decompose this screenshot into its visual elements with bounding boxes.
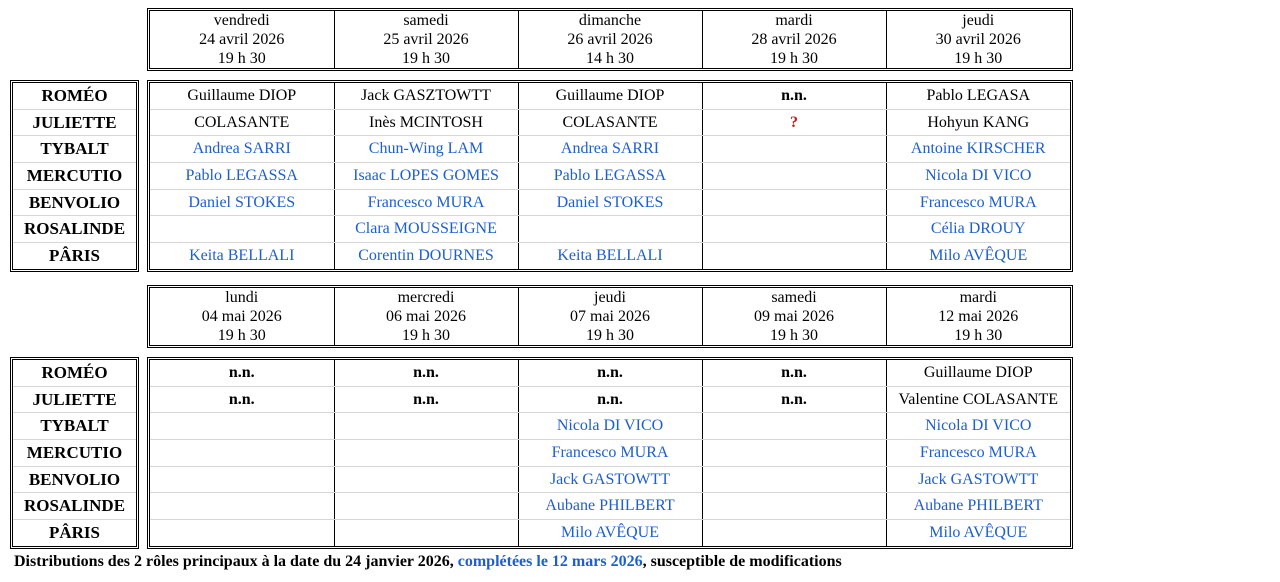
performance-date: 24 avril 2026 xyxy=(199,31,285,48)
cast-cell: n.n. xyxy=(518,360,702,386)
cast-cell: Nicola DI VICO xyxy=(518,413,702,440)
performance-date-cell xyxy=(150,11,334,68)
performance-time: 19 h 30 xyxy=(770,50,818,67)
performance-date: 12 mai 2026 xyxy=(938,308,1019,325)
cast-cell: Guillaume DIOP xyxy=(886,360,1070,386)
table-row xyxy=(150,136,1070,163)
cast-cell xyxy=(518,216,702,243)
role-label: JULIETTE xyxy=(13,386,136,413)
cast-cell: Jack GASTOWTT xyxy=(886,466,1070,493)
performance-date-cell xyxy=(518,288,702,345)
cast-cell: Milo AVÊQUE xyxy=(886,243,1070,269)
performance-date: 26 avril 2026 xyxy=(567,31,653,48)
cast-cell xyxy=(702,413,886,440)
cast-cell: Guillaume DIOP xyxy=(518,83,702,109)
roles-column-block-2 xyxy=(10,357,139,549)
role-label: TYBALT xyxy=(13,136,136,163)
performance-date-cell xyxy=(702,288,886,345)
table-row xyxy=(150,83,1070,109)
performance-time: 19 h 30 xyxy=(402,50,450,67)
cast-cell: Andrea SARRI xyxy=(150,136,334,163)
performance-date-cell xyxy=(518,11,702,68)
role-label: MERCUTIO xyxy=(13,440,136,467)
cast-cell: Aubane PHILBERT xyxy=(886,493,1070,520)
table-row xyxy=(150,109,1070,136)
role-label: ROMÉO xyxy=(13,360,136,386)
table-row xyxy=(150,386,1070,413)
performance-time: 19 h 30 xyxy=(402,327,450,344)
cast-cell xyxy=(702,493,886,520)
cast-cell: Aubane PHILBERT xyxy=(518,493,702,520)
cast-cell: Clara MOUSSEIGNE xyxy=(334,216,518,243)
cast-cell xyxy=(150,493,334,520)
cast-cell xyxy=(334,413,518,440)
cast-cell: Pablo LEGASA xyxy=(886,83,1070,109)
cast-cell xyxy=(702,520,886,546)
performance-time: 19 h 30 xyxy=(217,327,266,344)
cast-cell: n.n. xyxy=(150,360,334,386)
cast-cell xyxy=(702,440,886,467)
cast-cell xyxy=(334,520,518,546)
performance-time: 19 h 30 xyxy=(217,50,266,67)
table-row xyxy=(150,440,1070,467)
roles-table xyxy=(13,360,136,546)
cast-cell: Pablo LEGASSA xyxy=(150,163,334,190)
cast-cell: Célia DROUY xyxy=(886,216,1070,243)
performance-time: 19 h 30 xyxy=(954,327,1003,344)
performance-day: mercredi xyxy=(397,289,455,306)
performance-time: 19 h 30 xyxy=(770,327,818,344)
performance-day: jeudi xyxy=(962,12,995,29)
performance-date: 28 avril 2026 xyxy=(751,31,837,48)
cast-cell: Inès MCINTOSH xyxy=(334,109,518,136)
cast-cell xyxy=(702,466,886,493)
performance-date-cell xyxy=(886,11,1070,68)
table-row xyxy=(150,216,1070,243)
performance-day: vendredi xyxy=(213,12,270,29)
cast-cell: Chun-Wing LAM xyxy=(334,136,518,163)
cast-cell: Corentin DOURNES xyxy=(334,243,518,269)
cast-cell: n.n. xyxy=(702,386,886,413)
footer-text-1: Distributions des 2 rôles principaux à la date du 24 janvier 2026, xyxy=(14,553,458,570)
cast-cell xyxy=(150,440,334,467)
performance-date: 06 mai 2026 xyxy=(386,308,466,325)
footer-note xyxy=(14,553,842,571)
role-label: PÂRIS xyxy=(48,522,100,542)
performance-date-cell xyxy=(886,288,1070,345)
cast-cell xyxy=(702,243,886,269)
role-label: BENVOLIO xyxy=(13,466,136,493)
role-label: JULIETTE xyxy=(13,109,136,136)
role-label: MERCUTIO xyxy=(13,163,136,190)
cast-cell xyxy=(334,493,518,520)
performance-day: dimanche xyxy=(578,12,642,29)
table-row xyxy=(150,243,1070,269)
performance-date: 04 mai 2026 xyxy=(201,308,282,325)
cast-cell: Hohyun KANG xyxy=(886,109,1070,136)
dates-table xyxy=(150,288,1070,345)
performance-date: 25 avril 2026 xyxy=(383,31,469,48)
performance-date: 30 avril 2026 xyxy=(935,31,1021,48)
cast-cell: Daniel STOKES xyxy=(518,189,702,216)
roles-column-block-1 xyxy=(10,80,139,272)
dates-table xyxy=(150,11,1070,68)
cast-cell: Milo AVÊQUE xyxy=(518,520,702,546)
cast-cell: Guillaume DIOP xyxy=(150,83,334,109)
cast-cell xyxy=(150,466,334,493)
table-row xyxy=(150,466,1070,493)
cast-cell: n.n. xyxy=(150,386,334,413)
table-row xyxy=(150,493,1070,520)
cast-cell: Daniel STOKES xyxy=(150,189,334,216)
performance-time: 19 h 30 xyxy=(954,50,1003,67)
cast-cell xyxy=(702,189,886,216)
table-row xyxy=(150,360,1070,386)
role-label: BENVOLIO xyxy=(13,189,136,216)
performance-day: mardi xyxy=(959,289,997,306)
cast-cell xyxy=(150,413,334,440)
cast-cell: ? xyxy=(702,109,886,136)
performance-day: samedi xyxy=(771,289,817,306)
cast-cell: Isaac LOPES GOMES xyxy=(334,163,518,190)
cast-cell: Antoine KIRSCHER xyxy=(886,136,1070,163)
cast-cell: Pablo LEGASSA xyxy=(518,163,702,190)
cast-cell: COLASANTE xyxy=(518,109,702,136)
performance-date: 09 mai 2026 xyxy=(754,308,834,325)
performance-day: mardi xyxy=(775,12,813,29)
cast-cell: Francesco MURA xyxy=(334,189,518,216)
roles-table xyxy=(13,83,136,269)
cast-cell: COLASANTE xyxy=(150,109,334,136)
cast-cell xyxy=(150,520,334,546)
performance-day: jeudi xyxy=(594,289,626,306)
role-label: ROMÉO xyxy=(13,83,136,109)
cast-table xyxy=(150,360,1070,546)
performance-date-cell xyxy=(150,288,334,345)
cast-cell: n.n. xyxy=(702,360,886,386)
table-row xyxy=(150,189,1070,216)
performance-day: lundi xyxy=(225,289,259,306)
cast-cell xyxy=(150,216,334,243)
cast-cell xyxy=(702,136,886,163)
cast-cell: Keita BELLALI xyxy=(189,246,295,264)
role-label: PÂRIS xyxy=(48,245,100,265)
footer-highlight-link[interactable]: complétées le 12 mars 2026 xyxy=(457,553,643,570)
table-row xyxy=(150,413,1070,440)
performance-date: 07 mai 2026 xyxy=(570,308,650,325)
performance-time: 19 h 30 xyxy=(586,327,634,344)
cast-grid-block-1 xyxy=(147,80,1073,272)
cast-cell: n.n. xyxy=(518,386,702,413)
cast-cell: Nicola DI VICO xyxy=(886,413,1070,440)
performance-date-cell xyxy=(702,11,886,68)
cast-cell: Valentine COLASANTE xyxy=(886,386,1070,413)
cast-cell: Milo AVÊQUE xyxy=(886,520,1070,546)
table-row xyxy=(150,520,1070,546)
performance-time: 14 h 30 xyxy=(586,50,634,67)
role-label: TYBALT xyxy=(13,413,136,440)
dates-header-block-1 xyxy=(147,8,1073,71)
cast-cell xyxy=(334,440,518,467)
cast-cell: Jack GASZTOWTT xyxy=(334,83,518,109)
cast-cell xyxy=(334,466,518,493)
cast-cell: Andrea SARRI xyxy=(518,136,702,163)
cast-cell: Francesco MURA xyxy=(518,440,702,467)
cast-cell: Francesco MURA xyxy=(886,189,1070,216)
performance-day: samedi xyxy=(403,12,449,29)
table-row xyxy=(150,163,1070,190)
performance-date-cell xyxy=(334,288,518,345)
cast-cell xyxy=(702,216,886,243)
cast-grid-block-2 xyxy=(147,357,1073,549)
dates-header-block-2 xyxy=(147,285,1073,348)
cast-cell: Nicola DI VICO xyxy=(886,163,1070,190)
role-label: ROSALINDE xyxy=(13,216,136,243)
cast-cell: Keita BELLALI xyxy=(518,243,702,269)
performance-date-cell xyxy=(334,11,518,68)
role-label: ROSALINDE xyxy=(13,493,136,520)
cast-cell: Jack GASTOWTT xyxy=(518,466,702,493)
footer-text-2: , susceptible de modifications xyxy=(642,553,842,570)
cast-table xyxy=(150,83,1070,269)
cast-cell: Francesco MURA xyxy=(886,440,1070,467)
cast-cell: n.n. xyxy=(334,386,518,413)
cast-cell: n.n. xyxy=(334,360,518,386)
cast-cell: n.n. xyxy=(702,83,886,109)
cast-cell xyxy=(702,163,886,190)
